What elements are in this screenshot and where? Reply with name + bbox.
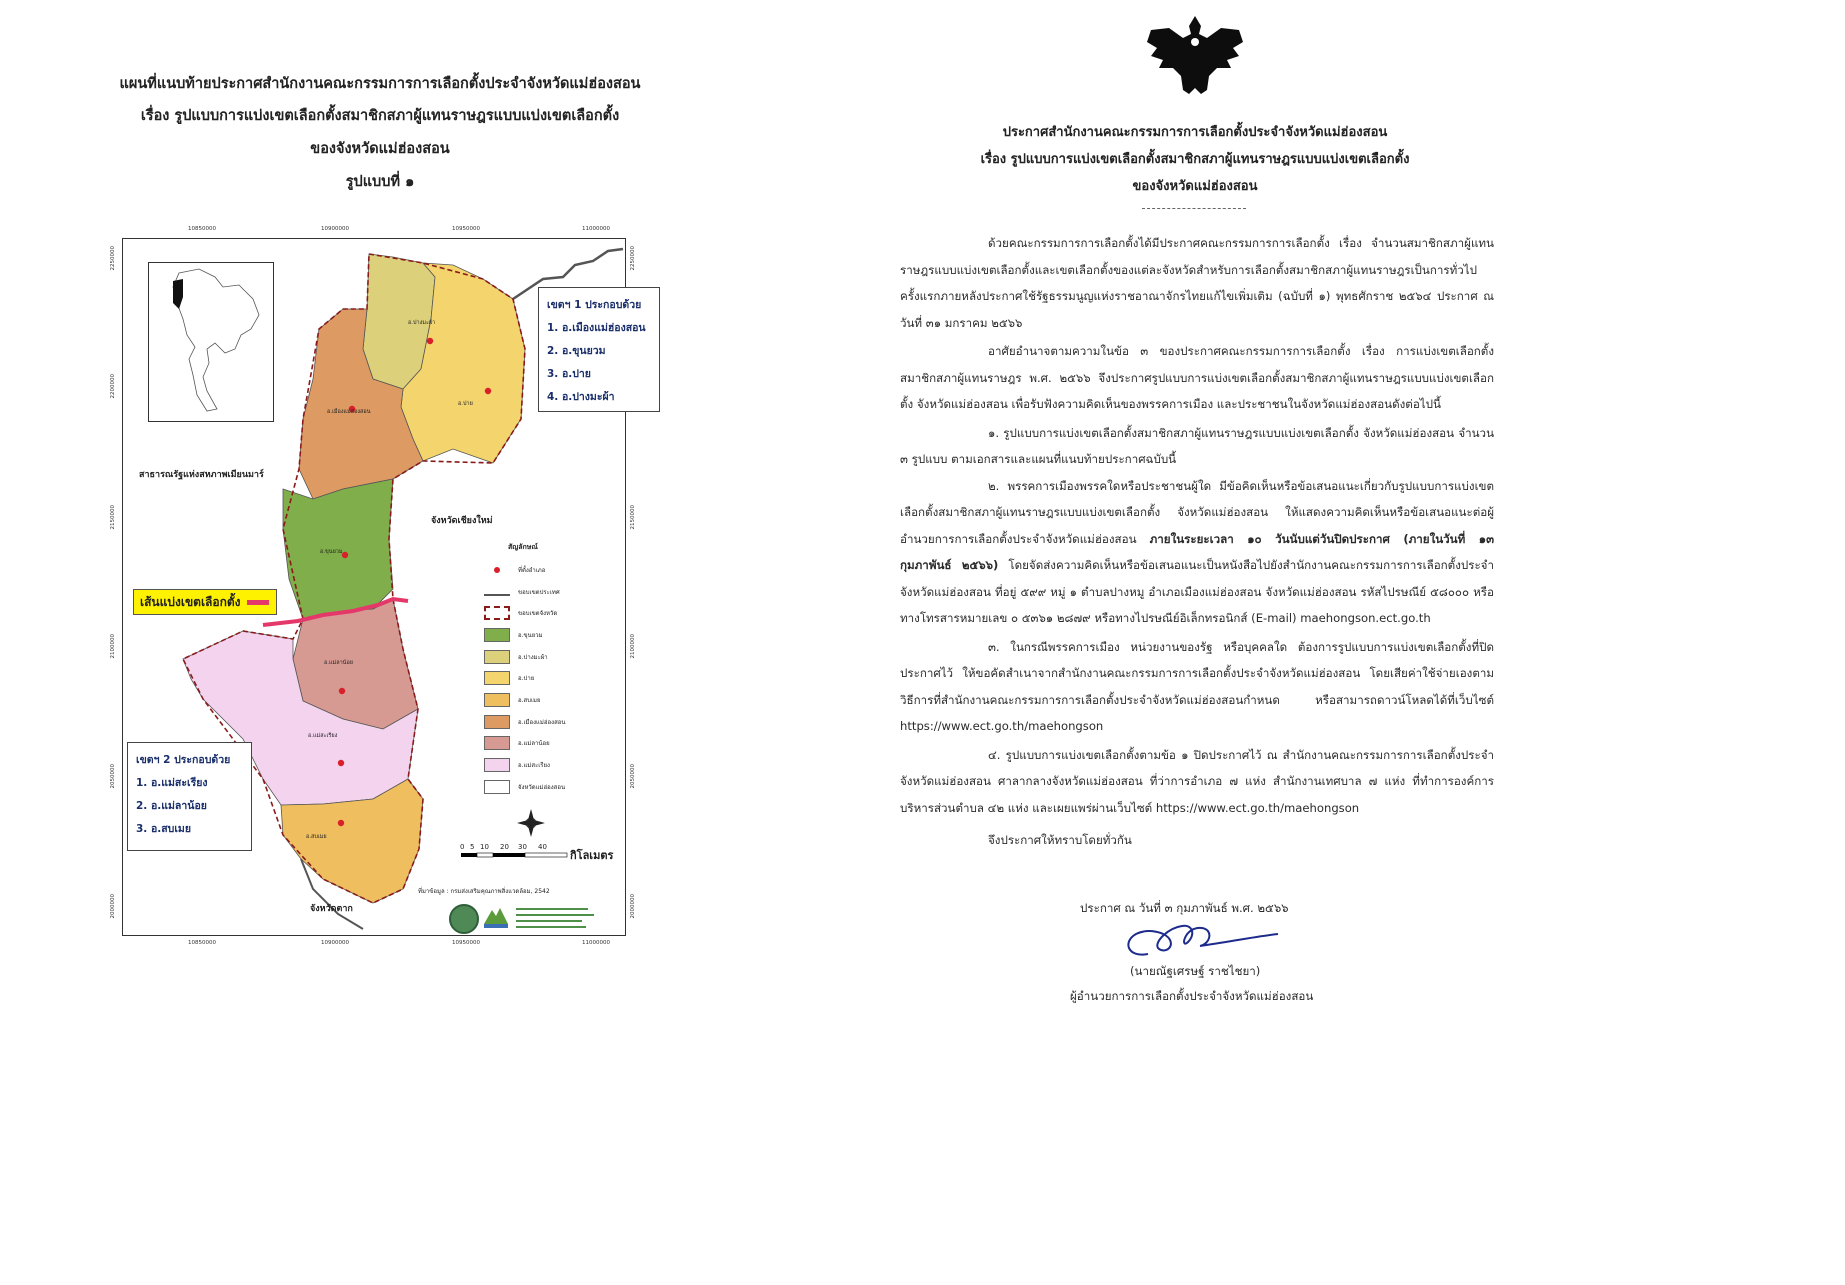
amphoe-dot-mae-sariang bbox=[338, 760, 344, 766]
election-boundary-label-text: เส้นแบ่งเขตเลือกตั้ง bbox=[140, 594, 241, 609]
amphoe-dot-pai bbox=[485, 388, 491, 394]
label-mae-la-noi: อ.แม่ลาน้อย bbox=[324, 660, 353, 666]
legend-item bbox=[484, 581, 594, 603]
scale-tick-label: 5 bbox=[470, 843, 475, 851]
legend-title: สัญลักษณ์ bbox=[508, 543, 538, 551]
announcement-title-line-2: เรื่อง รูปแบบการแบ่งเขตเลือกตั้งสมาชิกสภาผู้แทนราษฎรแบบแบ่งเขตเลือกตั้ง bbox=[980, 152, 1410, 167]
legend-item bbox=[484, 559, 594, 581]
district-1-heading: เขตฯ 1 ประกอบด้วย bbox=[547, 299, 642, 311]
thailand-outline bbox=[173, 269, 259, 411]
legend-item bbox=[484, 602, 594, 624]
thailand-inset-map bbox=[148, 262, 274, 422]
district-2-heading: เขตฯ 2 ประกอบด้วย bbox=[136, 754, 231, 766]
legend-swatch bbox=[484, 780, 510, 794]
announcement-title-line-1: ประกาศสำนักงานคณะกรรมการการเลือกตั้งประจำจังหวัดแม่ฮ่องสอน bbox=[1002, 125, 1388, 140]
map-legend bbox=[484, 542, 594, 798]
closing-line: จึงประกาศให้ทราบโดยทั่วกัน bbox=[988, 833, 1132, 847]
legend-item bbox=[484, 733, 594, 755]
agency-logo-icon bbox=[449, 904, 479, 934]
signer-title: ผู้อำนวยการการเลือกตั้งประจำจังหวัดแม่ฮ่องสอน bbox=[1070, 989, 1314, 1003]
label-pang-mapha: อ.ปางมะผ้า bbox=[408, 320, 436, 326]
label-myanmar: สาธารณรัฐแห่งสหภาพเมียนมาร์ bbox=[139, 470, 264, 480]
legend-label: อ.ปาย bbox=[518, 675, 535, 683]
label-khun-yuam: อ.ขุนยวม bbox=[320, 549, 343, 555]
paragraph-1: ด้วยคณะกรรมการการเลือกตั้งได้มีประกาศคณะกรรมการการเลือกตั้ง เรื่อง จำนวนสมาชิกสภาผู้แทนราษฎรแบบแบ่งเขตเลือกตั้งและเขตเลือกตั้งของแต่ละจังหวัดสำหรับการเลือกตั้งสมาชิกสภาผู้แทนราษฎรเป็นการทั่วไปครั้งแรกภายหลังประกาศใช้รัฐธรรมนูญแห่งราชอาณาจักรไทยแก้ไขเพิ่มเติม (ฉบับที่ ๑) พุทธศักราช ๒๕๖๔ ประกาศ ณ วันที่ ๓๑ มกราคม ๒๕๖๖ bbox=[900, 236, 1494, 330]
scale-bar bbox=[461, 853, 567, 857]
mhgis-logo-icon bbox=[482, 904, 510, 930]
district-1-box bbox=[538, 287, 660, 412]
map-title-line-2: เรื่อง รูปแบบการแบ่งเขตเลือกตั้งสมาชิกสภาผู้แทนราษฎรแบบแบ่งเขตเลือกตั้ง bbox=[140, 108, 620, 124]
agency-text-block bbox=[516, 906, 596, 930]
district-1-item-2: 2. อ.ขุนยวม bbox=[547, 345, 606, 357]
legend-label: อ.ขุนยวม bbox=[518, 631, 543, 639]
amphoe-dot-sop-moei bbox=[338, 820, 344, 826]
coord-right-1: 2250000 bbox=[630, 246, 636, 271]
item-2-text-b: โดยจัดส่งความคิดเห็นหรือข้อเสนอแนะเป็นหนังสือไปยังสำนักงานคณะกรรมการการเลือกตั้งประจำจังหวัดแม่ฮ่องสอน ที่อยู่ ๕๙๙ หมู่ ๑ ตำบลปางหมู อำเภอเมืองแม่ฮ่องสอน จังหวัดแม่ฮ่องสอน รหัสไปรษณีย์ ๕๘๐๐๐ หรือทางโทรสารหมายเลข ๐ ๕๓๖๑ ๒๘๗๙ หรือทางไปรษณีย์อิเล็กทรอนิกส์ (E-mail) maehongson.ect.go.th bbox=[900, 558, 1494, 625]
label-chiang-mai: จังหวัดเชียงใหม่ bbox=[431, 516, 493, 526]
announcement-title-line-3: ของจังหวัดแม่ฮ่องสอน bbox=[1132, 179, 1258, 194]
legend-item bbox=[484, 711, 594, 733]
district-2-item-3: 3. อ.สบเมย bbox=[136, 823, 191, 835]
legend-swatch bbox=[484, 650, 510, 664]
coord-left-3: 2150000 bbox=[110, 505, 116, 530]
district-1-item-1: 1. อ.เมืองแม่ฮ่องสอน bbox=[547, 322, 646, 334]
district-1-item-3: 3. อ.ปาย bbox=[547, 368, 591, 380]
announcement-body bbox=[900, 230, 1494, 854]
legend-swatch bbox=[484, 671, 510, 685]
map-source: ที่มาข้อมูล : กรมส่งเสริมคุณภาพสิ่งแวดล้อม, 2542 bbox=[418, 888, 550, 895]
coord-right-5: 2050000 bbox=[630, 764, 636, 789]
map-title-line-1: แผนที่แนบท้ายประกาศสำนักงานคณะกรรมการการเลือกตั้งประจำจังหวัดแม่ฮ่องสอน bbox=[119, 76, 641, 92]
scale-tick-label: 30 bbox=[518, 843, 527, 851]
paragraph-2: อาศัยอำนาจตามความในข้อ ๓ ของประกาศคณะกรรมการการเลือกตั้ง เรื่อง การแบ่งเขตเลือกตั้งสมาชิกสภาผู้แทนราษฎร พ.ศ. ๒๕๖๖ จึงประกาศรูปแบบการแบ่งเขตเลือกตั้งสมาชิกสภาผู้แทนราษฎรแบบแบ่งเขตเลือกตั้ง จังหวัดแม่ฮ่องสอน เพื่อรับฟังความคิดเห็นของพรรคการเมือง และประชาชนในจังหวัดแม่ฮ่องสอนดังต่อไปนี้ bbox=[900, 344, 1494, 411]
coord-bottom-1: 10850000 bbox=[188, 940, 216, 946]
coord-right-4: 2100000 bbox=[630, 634, 636, 659]
legend-item bbox=[484, 646, 594, 668]
item-2-text-a: ๒. พรรคการเมืองพรรคใดหรือประชาชนผู้ใด มีข้อคิดเห็นหรือข้อเสนอแนะเกี่ยวกับรูปแบบการแบ่งเขตเลือกตั้งสมาชิกสภาผู้แทนราษฎรแบบแบ่งเขตเลือกตั้ง จังหวัดแม่ฮ่องสอน ให้แสดงความคิดเห็นหรือข้อเสนอแนะต่อผู้อำนวยการการเลือกตั้งประจำจังหวัดแม่ฮ่องสอน bbox=[900, 478, 1494, 546]
amphoe-dot-mae-la-noi bbox=[339, 688, 345, 694]
scale-unit: กิโลเมตร bbox=[570, 849, 614, 862]
announcement-date: ประกาศ ณ วันที่ ๓ กุมภาพันธ์ พ.ศ. ๒๕๖๖ bbox=[1080, 901, 1289, 915]
legend-label: อ.แม่ลาน้อย bbox=[518, 740, 550, 748]
coord-top-1: 10850000 bbox=[188, 226, 216, 232]
legend-swatch bbox=[484, 758, 510, 772]
label-mueang: อ.เมืองแม่ฮ่องสอน bbox=[327, 409, 371, 415]
scale-tick-label: 20 bbox=[500, 843, 509, 851]
coord-left-5: 2050000 bbox=[110, 764, 116, 789]
item-4: ๔. รูปแบบการแบ่งเขตเลือกตั้งตามข้อ ๑ ปิดประกาศไว้ ณ สำนักงานคณะกรรมการการเลือกตั้งประจำจังหวัดแม่ฮ่องสอน ศาลากลางจังหวัดแม่ฮ่องสอน ที่ว่าการอำเภอ ๗ แห่ง สำนักงานเทศบาล ๗ แห่ง ที่ทำการองค์การบริหารส่วนตำบล ๔๒ แห่ง และเผยแพร่ผ่านเว็บไซต์ https://www.ect.go.th/maehongson bbox=[900, 747, 1494, 815]
coord-bottom-3: 10950000 bbox=[452, 940, 480, 946]
map-title-line-4: รูปแบบที่ ๑ bbox=[345, 174, 415, 190]
legend-label: อ.สบเมย bbox=[518, 696, 541, 704]
legend-swatch bbox=[484, 736, 510, 750]
legend-item bbox=[484, 689, 594, 711]
item-2-deadline: ภายในระยะเวลา ๑๐ วันนับแต่วันปิดประกาศ (ภายในวันที่ ๑๓ กุมภาพันธ์ ๒๕๖๖) bbox=[900, 531, 1494, 572]
coord-left-1: 2250000 bbox=[110, 246, 116, 271]
coord-top-4: 11000000 bbox=[582, 226, 610, 232]
garuda-emblem-icon bbox=[1143, 12, 1247, 98]
district-2-item-2: 2. อ.แม่ลาน้อย bbox=[136, 800, 207, 812]
election-boundary-swatch bbox=[247, 600, 269, 605]
legend-swatch bbox=[484, 563, 510, 577]
district-2-item-1: 1. อ.แม่สะเรียง bbox=[136, 777, 208, 789]
signer-name: (นายณัฐเศรษฐ์ ราชไชยา) bbox=[1130, 964, 1261, 978]
legend-label: ขอบเขตจังหวัด bbox=[518, 610, 558, 618]
legend-item bbox=[484, 754, 594, 776]
coord-bottom-4: 11000000 bbox=[582, 940, 610, 946]
legend-item bbox=[484, 667, 594, 689]
legend-label: ที่ตั้งอำเภอ bbox=[518, 566, 546, 574]
title-divider bbox=[1142, 208, 1246, 209]
signature-image bbox=[1118, 914, 1288, 964]
north-arrow bbox=[517, 809, 545, 837]
label-mae-sariang: อ.แม่สะเรียง bbox=[308, 733, 338, 739]
legend-swatch bbox=[484, 715, 510, 729]
district-1-item-4: 4. อ.ปางมะผ้า bbox=[547, 391, 615, 403]
legend-swatch bbox=[484, 588, 510, 596]
legend-item bbox=[484, 776, 594, 798]
legend-label: อ.ปางมะผ้า bbox=[518, 653, 548, 661]
coord-bottom-2: 10900000 bbox=[321, 940, 349, 946]
scale-tick-label: 0 bbox=[460, 843, 465, 851]
label-tak: จังหวัดตาก bbox=[310, 904, 353, 914]
legend-label: จังหวัดแม่ฮ่องสอน bbox=[518, 783, 566, 791]
scale-tick-label: 40 bbox=[538, 843, 547, 851]
coord-left-6: 2000000 bbox=[110, 894, 116, 919]
scale-tick-label: 10 bbox=[480, 843, 489, 851]
coord-right-6: 2000000 bbox=[630, 894, 636, 919]
legend-label: ขอบเขตประเทศ bbox=[518, 588, 560, 596]
legend-swatch bbox=[484, 693, 510, 707]
label-pai: อ.ปาย bbox=[458, 401, 473, 407]
election-boundary-label bbox=[133, 589, 277, 615]
legend-swatch bbox=[484, 628, 510, 642]
item-1: ๑. รูปแบบการแบ่งเขตเลือกตั้งสมาชิกสภาผู้แทนราษฎรแบบแบ่งเขตเลือกตั้ง จังหวัดแม่ฮ่องสอน จำนวน ๓ รูปแบบ ตามเอกสารและแผนที่แนบท้ายประกาศฉบับนี้ bbox=[900, 425, 1494, 466]
legend-label: อ.แม่สะเรียง bbox=[518, 762, 550, 770]
coord-left-4: 2100000 bbox=[110, 634, 116, 659]
coord-right-3: 2150000 bbox=[630, 505, 636, 530]
legend-label: อ.เมืองแม่ฮ่องสอน bbox=[518, 718, 566, 726]
legend-swatch bbox=[484, 606, 510, 620]
amphoe-dot-pang-mapha bbox=[427, 338, 433, 344]
coord-top-2: 10900000 bbox=[321, 226, 349, 232]
label-sop-moei: อ.สบเมย bbox=[306, 834, 327, 840]
item-3: ๓. ในกรณีพรรคการเมือง หน่วยงานของรัฐ หรือบุคคลใด ต้องการรูปแบบการแบ่งเขตเลือกตั้งที่ปิดประกาศไว้ ให้ขอคัดสำเนาจากสำนักงานคณะกรรมการการเลือกตั้งประจำจังหวัดแม่ฮ่องสอน โดยเสียค่าใช้จ่ายเองตามวิธีการที่สำนักงานคณะกรรมการการเลือกตั้งประจำจังหวัดแม่ฮ่องสอนกำหนด หรือสามารถดาวน์โหลดได้ที่เว็บไซต์ https://www.ect.go.th/maehongson bbox=[900, 639, 1494, 733]
district-2-box bbox=[127, 742, 252, 851]
legend-item bbox=[484, 624, 594, 646]
item-2 bbox=[900, 473, 1494, 632]
coord-top-3: 10950000 bbox=[452, 226, 480, 232]
map-title-line-3: ของจังหวัดแม่ฮ่องสอน bbox=[310, 141, 450, 157]
coord-left-2: 2200000 bbox=[110, 374, 116, 399]
